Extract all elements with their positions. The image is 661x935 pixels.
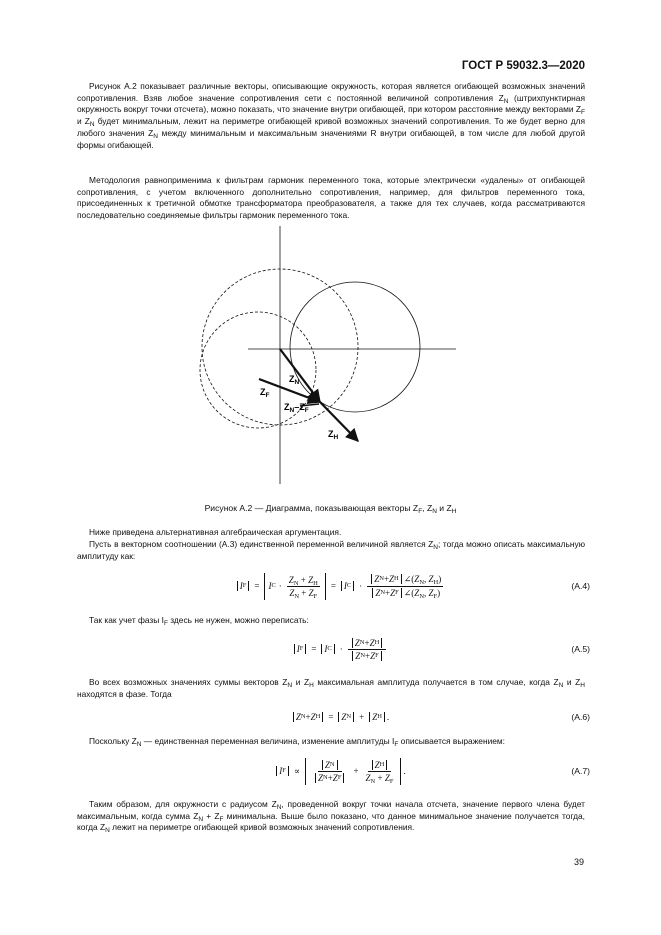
paragraph-variable-zn: Пусть в векторном соотношении (А.3) единственной переменной величиной является $Z_N$; тогда можно описать максимальную амплитуду как: bbox=[77, 539, 585, 561]
paragraph-algebraic-intro: Ниже приведена альтернативная алгебраическая аргументация. bbox=[89, 527, 342, 537]
equation-number: (А.7) bbox=[571, 766, 590, 776]
equation-a7: I F ∝ Z N Z N + Z F + Z H $Z_N + Z_F$ . (А.7) bbox=[150, 751, 590, 791]
document-code: ГОСТ Р 59032.3—2020 bbox=[461, 60, 585, 72]
paragraph-phase: Так как учет фазы $I_F$ здесь не нужен, можно переписать: bbox=[89, 615, 309, 627]
solid-circle-envelope bbox=[290, 282, 420, 412]
paragraph-amplitude-change: Поскольку $Z_N$ — единственная переменная величина, изменение амплитуды $I_F$ описывается выражением: bbox=[89, 736, 506, 748]
equation-number: (А.6) bbox=[571, 712, 590, 722]
label-zn: $Z_N$ bbox=[289, 374, 300, 386]
paragraph-intro: Рисунок А.2 показывает различные векторы, описывающие окружность, которая является огибающей возможных значений сопротивления. Взяв любое значение сопротивления сети с постоянной величиной сопротивления $Z_N$ (штрихпунктирная окружность вокруг точки отсчета), можно показать, что значение внутри огибающей, при котором расстояние между векторами $Z_F$ и $Z_N$ будет минимальным, лежит на периметре огибающей кривой возможных значений сопротивления. То же будет верно для любого значения $Z_N$ между минимальным и максимальным значениями R внутри огибающей, в том числе для любой другой формы огибающей. bbox=[77, 81, 585, 150]
paragraph-methodology: Методология равноприменима к фильтрам гармоник переменного тока, которые электрически «удалены» от огибающей сопротивления, с учетом включенного дополнительно сопротивления, например, для фильтров переменного тока, присоединенных к третичной обмотке трансформатора преобразователя, а также для тех случаев, когда рассматриваются последовательно соединяемые фильтры гармоник переменного тока. bbox=[77, 175, 585, 221]
label-zn-zf: $Z_N-Z_F$ bbox=[284, 402, 309, 414]
equation-a6: Z N + Z H = Z N + Z H . (А.6) bbox=[150, 703, 590, 731]
label-zf: $Z_F$ bbox=[260, 387, 270, 399]
label-zh: $Z_H$ bbox=[328, 429, 339, 441]
equation-number: (А.5) bbox=[571, 644, 590, 654]
figure-caption: Рисунок А.2 — Диаграмма, показывающая векторы $Z_F$, $Z_N$ и $Z_H$ bbox=[204, 503, 457, 515]
equation-a4: I F = I C · $\frac{Z_N + Z_H}{Z_N + Z_F}$ = I C · Z N + Z H $\angle(Z_N$, $Z_H$) Z N + Z F $\angle(Z_N$, $Z_F$) (А.4) bbox=[150, 566, 590, 606]
vector-zh bbox=[320, 402, 358, 441]
equation-a5: I F = I C · Z N + Z H Z N + Z F (А.5) bbox=[150, 629, 590, 669]
equation-number: (А.4) bbox=[571, 581, 590, 591]
page-number: 39 bbox=[573, 857, 584, 867]
paragraph-conclusion: Таким образом, для окружности с радиусом $Z_N$, проведенной вокруг точки начала отсчета, значение первого члена будет максимальным, когда сумма $Z_N + Z_F$ минимальна. Выше было показано, что данное минимальное значение получается тогда, когда $Z_N$ лежит на периметре огибающей кривой возможных значений сопротивления. bbox=[77, 799, 585, 835]
figure-vector-diagram bbox=[150, 222, 470, 502]
paragraph-in-phase: Во всех возможных значениях суммы векторов $Z_N$ и $Z_H$ максимальная амплитуда получается в том случае, когда $Z_N$ и $Z_H$ находятся в фазе. Тогда bbox=[77, 677, 585, 699]
